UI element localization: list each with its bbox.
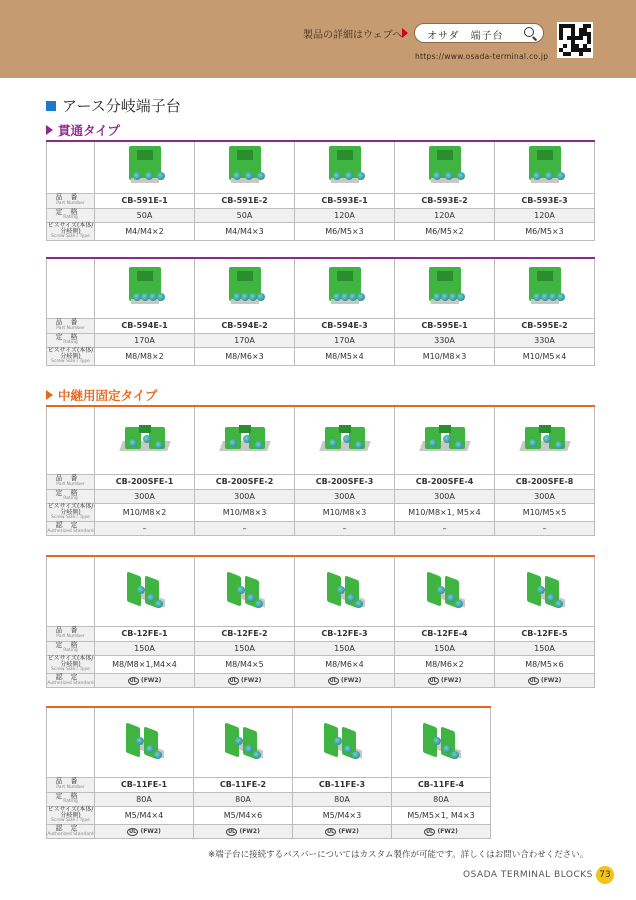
standard-value: – (395, 521, 495, 535)
part-number: CB-12FE-1 (95, 626, 195, 641)
part-number: CB-591E-1 (95, 193, 195, 208)
part-number: CB-593E-3 (495, 193, 595, 208)
qr-code-icon[interactable] (557, 22, 593, 58)
ul-mark-icon: UL (FW2) (228, 828, 260, 836)
part-number-label: 品番 Part Number (47, 474, 95, 489)
product-image-cell (495, 141, 595, 193)
rating-value-label: 定格 Rating (47, 208, 95, 222)
page-number: 73 (596, 866, 614, 884)
standard-value (293, 824, 392, 838)
product-image (519, 568, 571, 614)
product-image (316, 719, 368, 765)
part-number: CB-593E-1 (295, 193, 395, 208)
screw-size-value: M10/M8×3 (195, 503, 295, 521)
product-image-cell (95, 556, 195, 626)
square-bullet-icon (46, 101, 56, 111)
web-lead-text: 製品の詳細はウェブへ (303, 30, 403, 41)
product-image (219, 568, 271, 614)
screw-size-value: M8/M5×6 (495, 655, 595, 673)
standard-value (194, 824, 293, 838)
screw-size-value: M8/M6×3 (195, 347, 295, 365)
screw-size-value: M10/M8×3 (295, 503, 395, 521)
part-number: CB-595E-1 (395, 318, 495, 333)
part-number-label: 品番 Part Number (47, 318, 95, 333)
subsection-through-label: 貫通タイプ (58, 123, 120, 138)
screw-size-value: M8/M8×2 (95, 347, 195, 365)
part-number-label: 品番 Part Number (47, 193, 95, 208)
rating-value: 300A (395, 489, 495, 503)
screw-size-value-label: ビスサイズ(本体/分岐側) Screw Size / Type (47, 502, 94, 521)
standard-value (95, 824, 194, 838)
screw-size-value: M5/M4×6 (194, 806, 293, 824)
rating-value: 300A (495, 489, 595, 503)
rating-value-label: 定格 Rating (47, 333, 95, 347)
product-image-cell (295, 556, 395, 626)
footnote: ※端子台に接続するバスバーについてはカスタム製作が可能です。詳しくはお問い合わせください。 (208, 850, 589, 860)
product-image (319, 265, 371, 311)
part-number: CB-12FE-5 (495, 626, 595, 641)
rating-value: 330A (395, 333, 495, 347)
product-image (419, 265, 471, 311)
ul-mark-icon: UL (FW2) (129, 828, 161, 836)
product-image-cell (195, 258, 295, 318)
product-image-cell (95, 707, 194, 777)
rating-value: 170A (295, 333, 395, 347)
part-number: CB-11FE-4 (392, 777, 491, 792)
screw-size-value: M8/M6×2 (395, 655, 495, 673)
product-image (118, 719, 170, 765)
screw-size-value: M10/M5×4 (495, 347, 595, 365)
product-image (519, 265, 571, 311)
screw-size-value: M8/M6×4 (295, 655, 395, 673)
ul-mark-icon: UL (FW2) (327, 828, 359, 836)
standard-value (295, 673, 395, 687)
standard-value: – (195, 521, 295, 535)
screw-size-value: M5/M4×3 (293, 806, 392, 824)
screw-size-value: M6/M5×3 (495, 222, 595, 240)
screw-size-value: M5/M4×4 (95, 806, 194, 824)
product-image (319, 568, 371, 614)
rating-value: 150A (95, 641, 195, 655)
part-number: CB-11FE-3 (293, 777, 392, 792)
part-number: CB-594E-2 (195, 318, 295, 333)
standard-value (495, 673, 595, 687)
standard-value-label: 認定 Authorized Standard (47, 673, 94, 686)
product-image-cell (495, 556, 595, 626)
product-image (219, 144, 271, 190)
triangle-bullet-icon (46, 125, 53, 135)
rating-value: 300A (195, 489, 295, 503)
standard-value (95, 673, 195, 687)
product-image-cell (295, 258, 395, 318)
ul-mark-icon: UL (FW2) (129, 677, 162, 685)
product-image-cell (195, 556, 295, 626)
screw-size-value: M4/M4×3 (195, 222, 295, 240)
part-number: CB-591E-2 (195, 193, 295, 208)
standard-value-label: 認定 Authorized Standard (47, 824, 94, 837)
website-url[interactable]: https://www.osada-terminal.co.jp (415, 52, 549, 61)
rating-value: 300A (295, 489, 395, 503)
product-image (519, 144, 571, 190)
rating-value: 120A (295, 208, 395, 222)
product-image (219, 417, 271, 463)
screw-size-value: M6/M5×2 (395, 222, 495, 240)
product-image (415, 719, 467, 765)
part-number: CB-200SFE-1 (95, 474, 195, 489)
rating-value: 120A (495, 208, 595, 222)
part-number: CB-200SFE-4 (395, 474, 495, 489)
screw-size-value: M8/M5×4 (295, 347, 395, 365)
product-image (119, 265, 171, 311)
rating-value: 50A (95, 208, 195, 222)
ul-mark-icon: UL (FW2) (426, 828, 458, 836)
spec-table (46, 405, 595, 536)
product-image (319, 417, 371, 463)
rating-value-label: 定格 Rating (47, 489, 95, 503)
rating-value: 120A (395, 208, 495, 222)
rating-value: 50A (195, 208, 295, 222)
product-image-cell (95, 141, 195, 193)
search-query: オサダ 端子台 (427, 31, 504, 42)
section-title (46, 95, 181, 116)
product-image-cell (295, 406, 395, 474)
subsection-through-type (46, 121, 120, 139)
rating-value: 80A (293, 792, 392, 806)
product-image (419, 568, 471, 614)
screw-size-value-label: ビスサイズ(本体/分岐側) Screw Size / Type (47, 805, 94, 824)
header-band (0, 0, 636, 78)
screw-size-value: M8/M4×5 (195, 655, 295, 673)
product-image-cell (395, 556, 495, 626)
product-image-cell (95, 406, 195, 474)
product-image (217, 719, 269, 765)
product-image-cell (392, 707, 491, 777)
part-number: CB-12FE-4 (395, 626, 495, 641)
product-image-cell (395, 258, 495, 318)
part-number: CB-11FE-1 (95, 777, 194, 792)
standard-value: – (95, 521, 195, 535)
product-image-cell (495, 258, 595, 318)
arrow-right-icon (402, 28, 408, 38)
screw-size-value: M6/M5×3 (295, 222, 395, 240)
part-number: CB-594E-3 (295, 318, 395, 333)
product-image-cell (194, 707, 293, 777)
screw-size-value: M8/M8×1,M4×4 (95, 655, 195, 673)
rating-value: 150A (495, 641, 595, 655)
part-number: CB-593E-2 (395, 193, 495, 208)
rating-value: 330A (495, 333, 595, 347)
screw-size-value: M10/M8×3 (395, 347, 495, 365)
ul-mark-icon: UL (FW2) (229, 677, 262, 685)
standard-value (395, 673, 495, 687)
rating-value: 150A (295, 641, 395, 655)
rating-value-label: 定格 Rating (47, 641, 95, 655)
search-icon[interactable] (524, 27, 534, 37)
screw-size-value: M5/M5×1, M4×3 (392, 806, 491, 824)
product-image (519, 417, 571, 463)
ul-mark-icon: UL (FW2) (529, 677, 562, 685)
product-image (319, 144, 371, 190)
footer-brand: OSADA TERMINAL BLOCKS (463, 870, 593, 880)
product-image-cell (395, 141, 495, 193)
part-number: CB-595E-2 (495, 318, 595, 333)
rating-value-label: 定格 Rating (47, 792, 95, 806)
product-image-cell (195, 406, 295, 474)
screw-size-value: M10/M5×5 (495, 503, 595, 521)
screw-size-value: M10/M8×1, M5×4 (395, 503, 495, 521)
ul-mark-icon: UL (FW2) (429, 677, 462, 685)
part-number: CB-200SFE-8 (495, 474, 595, 489)
rating-value: 150A (395, 641, 495, 655)
rating-value: 150A (195, 641, 295, 655)
subsection-relay-label: 中継用固定タイプ (58, 388, 158, 403)
product-image (219, 265, 271, 311)
spec-table (46, 140, 595, 241)
product-image-cell (195, 141, 295, 193)
rating-value: 170A (95, 333, 195, 347)
search-box[interactable] (414, 23, 544, 43)
standard-value: – (495, 521, 595, 535)
rating-value: 80A (194, 792, 293, 806)
part-number: CB-200SFE-3 (295, 474, 395, 489)
part-number: CB-200SFE-2 (195, 474, 295, 489)
part-number: CB-11FE-2 (194, 777, 293, 792)
triangle-bullet-icon (46, 390, 53, 400)
product-image-cell (293, 707, 392, 777)
product-image-cell (295, 141, 395, 193)
standard-value: – (295, 521, 395, 535)
screw-size-value: M10/M8×2 (95, 503, 195, 521)
product-image (419, 417, 471, 463)
product-image-cell (95, 258, 195, 318)
part-number-label: 品番 Part Number (47, 626, 95, 641)
product-image-cell (495, 406, 595, 474)
standard-value (195, 673, 295, 687)
rating-value: 300A (95, 489, 195, 503)
subsection-relay-type (46, 386, 157, 404)
screw-size-value-label: ビスサイズ(本体/分岐側) Screw Size / Type (47, 654, 94, 673)
section-title-text: アース分岐端子台 (62, 97, 181, 115)
ul-mark-icon: UL (FW2) (329, 677, 362, 685)
product-image (119, 417, 171, 463)
product-image (119, 144, 171, 190)
rating-value: 170A (195, 333, 295, 347)
product-image (419, 144, 471, 190)
product-image (119, 568, 171, 614)
part-number: CB-12FE-3 (295, 626, 395, 641)
screw-size-value: M4/M4×2 (95, 222, 195, 240)
part-number: CB-12FE-2 (195, 626, 295, 641)
standard-value (392, 824, 491, 838)
product-image-cell (395, 406, 495, 474)
part-number: CB-594E-1 (95, 318, 195, 333)
standard-value-label: 認定 Authorized Standard (47, 521, 94, 534)
spec-table (46, 706, 491, 839)
spec-table (46, 555, 595, 688)
spec-table (46, 257, 595, 366)
part-number-label: 品番 Part Number (47, 777, 95, 792)
screw-size-value-label: ビスサイズ(本体/分岐側) Screw Size / Type (47, 221, 94, 240)
rating-value: 80A (392, 792, 491, 806)
rating-value: 80A (95, 792, 194, 806)
screw-size-value-label: ビスサイズ(本体/分岐側) Screw Size / Type (47, 346, 94, 365)
